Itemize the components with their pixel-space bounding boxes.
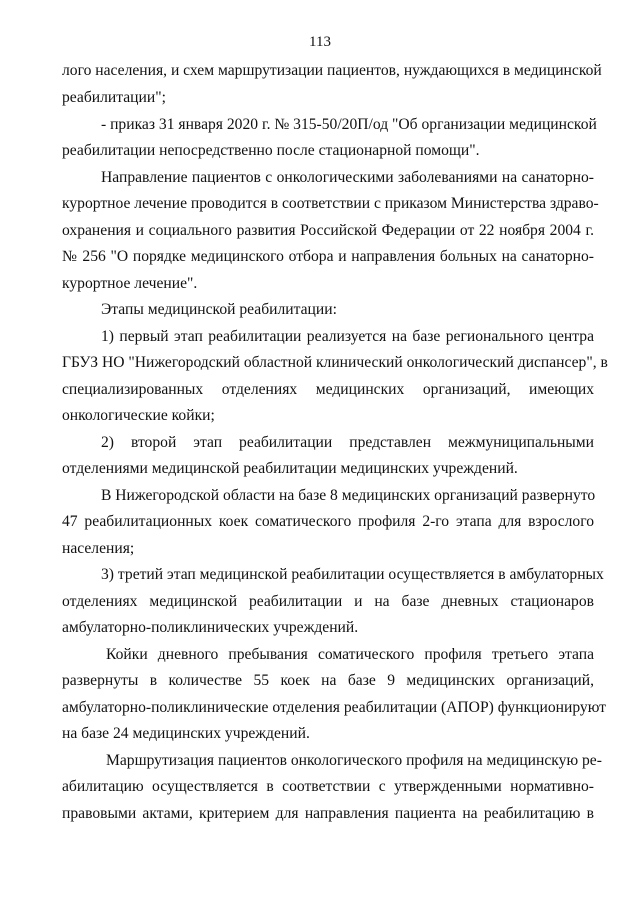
paragraph-line: В Нижегородской области на базе 8 медицинских организаций развернуто [101, 487, 596, 504]
paragraph-line: 3) третий этап медицинской реабилитации осуществляется в амбулаторных [101, 566, 604, 583]
paragraph-line: № 256 "О порядке медицинского отбора и направления больных на санаторно- [62, 248, 594, 265]
paragraph-line: Маршрутизация пациентов онкологического профиля на медицинскую ре- [106, 752, 602, 769]
page-number: 113 [309, 34, 331, 50]
paragraph-line: 2) второй этап реабилитации представлен межмуниципальными [101, 434, 594, 451]
paragraph-line: Койки дневного пребывания соматического профиля третьего этапа [106, 646, 594, 663]
paragraph-line: специализированных отделениях медицинских организаций, имеющих [62, 381, 594, 398]
paragraph-line: онкологические койки; [62, 407, 215, 424]
paragraph-line: охранения и социального развития Российской Федерации от 22 ноября 2004 г. [62, 222, 594, 239]
paragraph-line: Направление пациентов с онкологическими заболеваниями на санаторно- [101, 169, 594, 186]
paragraph-line: правовыми актами, критерием для направления пациента на реабилитацию в [62, 805, 594, 822]
paragraph-line: населения; [62, 540, 135, 557]
paragraph-line: курортное лечение". [62, 275, 198, 292]
paragraph-line: отделениях медицинской реабилитации и на базе дневных стационаров [62, 593, 594, 610]
paragraph-line: ГБУЗ НО "Нижегородский областной клинический онкологический диспансер", в [62, 354, 608, 371]
paragraph-line: лого населения, и схем маршрутизации пациентов, нуждающихся в медицинской [62, 62, 602, 79]
paragraph-line: 1) первый этап реабилитации реализуется на базе регионального центра [101, 328, 594, 345]
paragraph-line: - приказ 31 января 2020 г. № 315-50/20П/од "Об организации медицинской [101, 116, 597, 133]
paragraph-line: реабилитации"; [62, 89, 166, 106]
paragraph-line: развернуты в количестве 55 коек на базе 9 медицинских организаций, [62, 672, 594, 689]
paragraph-line: Этапы медицинской реабилитации: [101, 301, 337, 318]
paragraph-line: 47 реабилитационных коек соматического профиля 2-го этапа для взрослого [62, 513, 594, 530]
paragraph-line: абилитацию осуществляется в соответствии с утвержденными нормативно- [62, 778, 594, 795]
paragraph-line: реабилитации непосредственно после стационарной помощи". [62, 142, 480, 159]
paragraph-line: на базе 24 медицинских учреждений. [62, 725, 310, 742]
paragraph-line: отделениями медицинской реабилитации медицинских учреждений. [62, 460, 518, 477]
paragraph-line: курортное лечение проводится в соответствии с приказом Министерства здраво- [62, 195, 599, 212]
paragraph-line: амбулаторно-поликлинических учреждений. [62, 619, 359, 636]
paragraph-line: амбулаторно-поликлинические отделения реабилитации (АПОР) функционируют [62, 699, 606, 716]
